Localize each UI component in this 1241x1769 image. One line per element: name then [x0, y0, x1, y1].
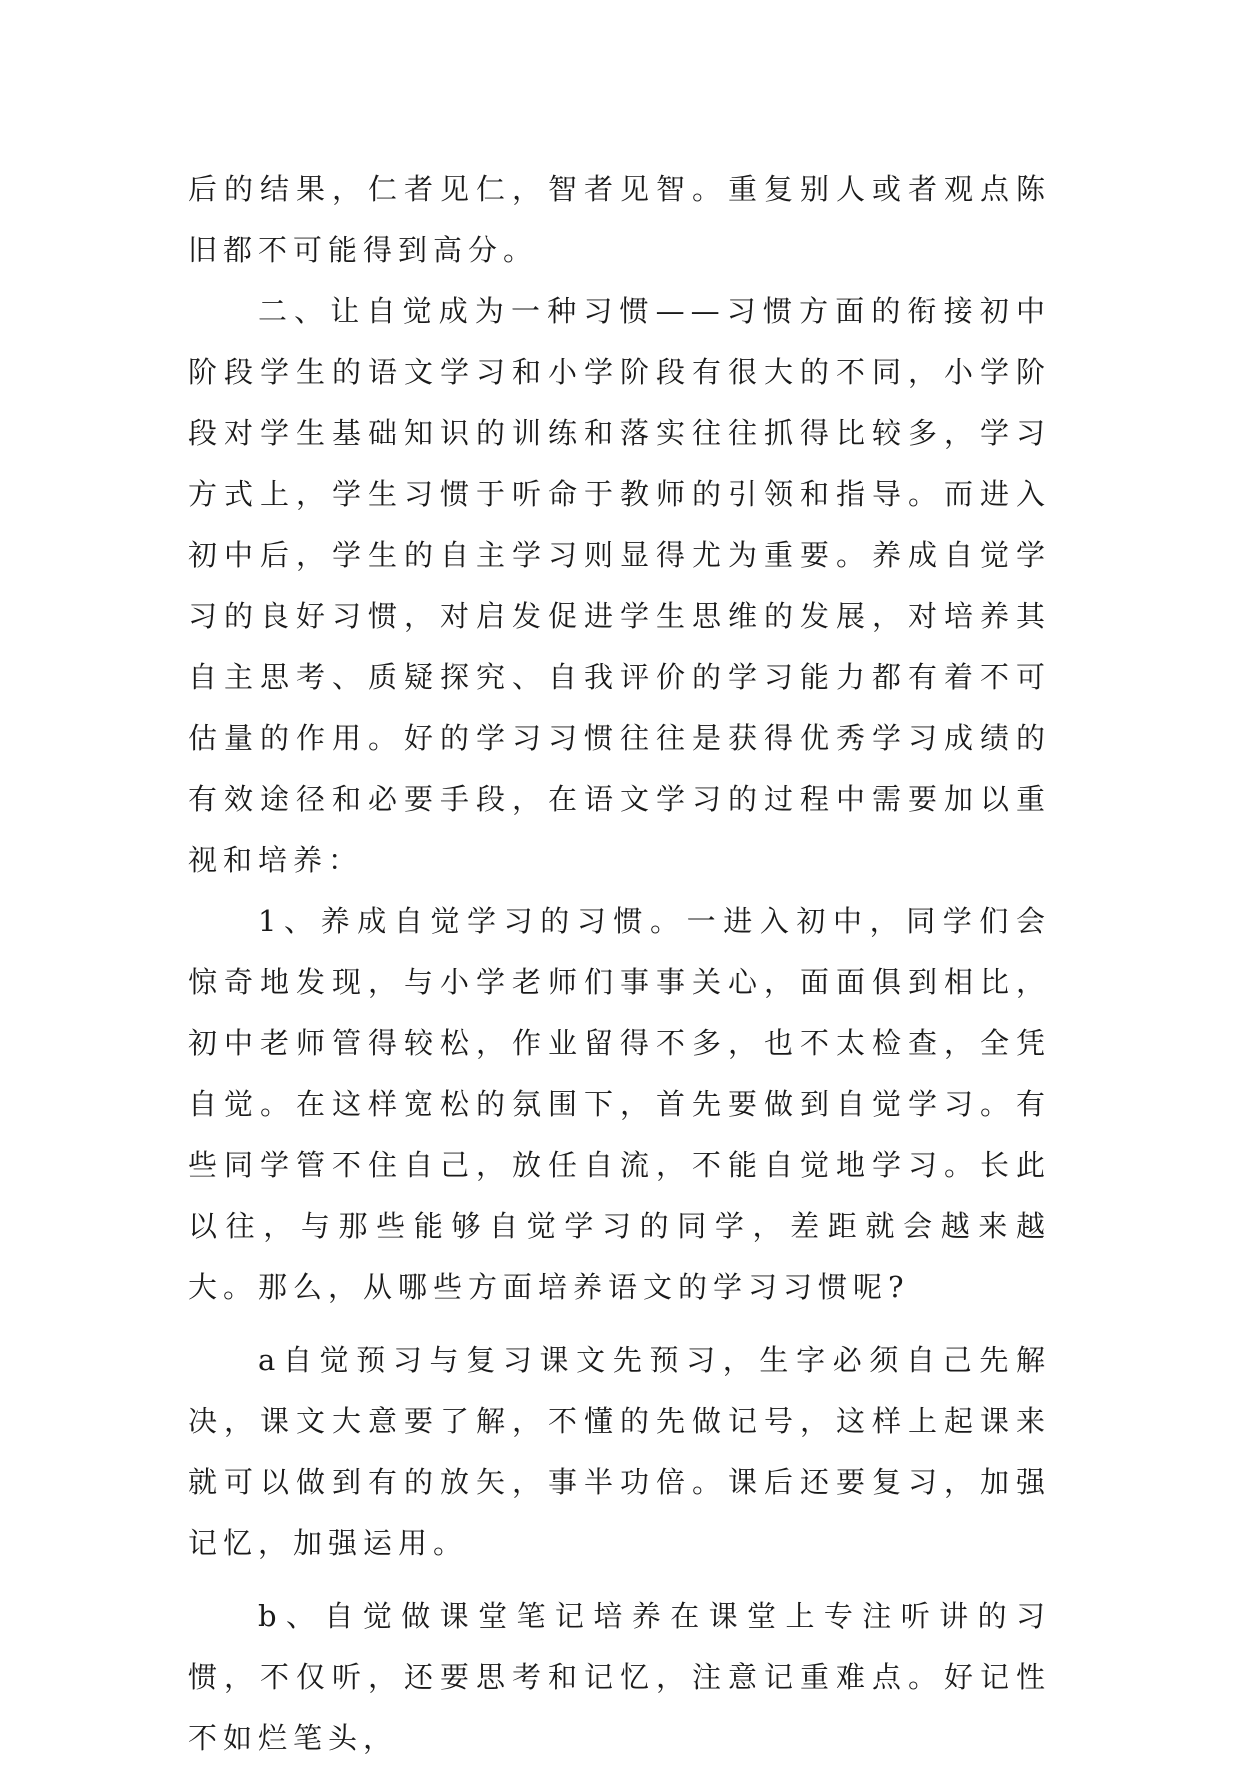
paragraph-item-one: 1、养成自觉学习的习惯。一进入初中，同学们会惊奇地发现，与小学老师们事事关心，面面俱到相比，初中老师管得较松，作业留得不多，也不太检查，全凭自觉。在这样宽松的氛围下，首先要做到自觉学习。有些同学管不住自己，放任自流，不能自觉地学习。长此以往，与那些能够自觉学习的同学，差距就会越来越大。那么，从哪些方面培养语文的学习习惯呢? [188, 904, 1051, 1304]
paragraph-section-two: 二、让自觉成为一种习惯——习惯方面的衔接初中阶段学生的语文学习和小学阶段有很大的不同，小学阶段对学生基础知识的训练和落实往往抓得比较多，学习方式上，学生习惯于听命于教师的引领和指导。而进入初中后，学生的自主学习则显得尤为重要。养成自觉学习的良好习惯，对启发促进学生思维的发展，对培养其自主思考、质疑探究、自我评价的学习能力都有着不可估量的作用。好的学习习惯往往是获得优秀学习成绩的有效途径和必要手段，在语文学习的过程中需要加以重视和培养： [188, 294, 1051, 877]
body-text [188, 159, 1051, 1769]
paragraph-continuation: 后的结果，仁者见仁，智者见智。重复别人或者观点陈旧都不可能得到高分。 [188, 172, 1051, 267]
paragraph-item-a: a自觉预习与复习课文先预习，生字必须自己先解决，课文大意要了解，不懂的先做记号，这样上起课来就可以做到有的放矢，事半功倍。课后还要复习，加强记忆，加强运用。 [188, 1343, 1051, 1560]
paragraph-item-b: b、自觉做课堂笔记培养在课堂上专注听讲的习惯，不仅听，还要思考和记忆，注意记重难点。好记性不如烂笔头， [188, 1599, 1051, 1755]
